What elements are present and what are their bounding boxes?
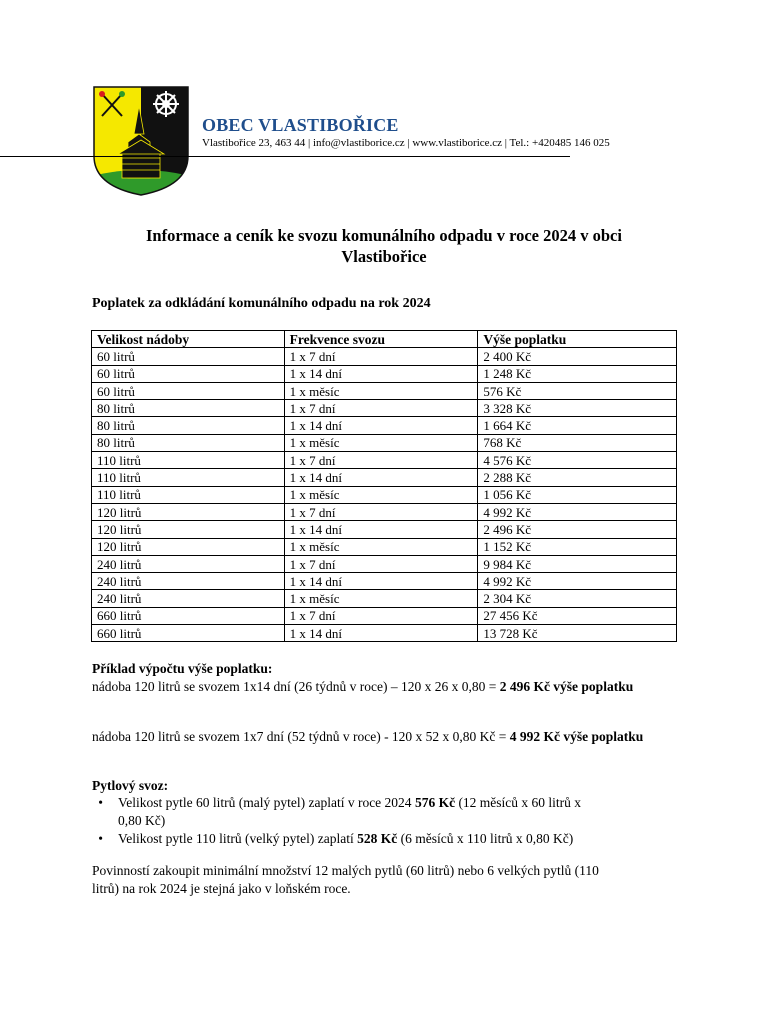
cell-container-size: 80 litrů — [92, 417, 285, 434]
cell-container-size: 660 litrů — [92, 607, 285, 624]
col-header-fee: Výše poplatku — [478, 331, 677, 348]
table-row — [92, 486, 677, 503]
contact-line: Vlastibořice 23, 463 44 | info@vlastiborice.cz | www.vlastiborice.cz | Tel.: +420485 146 025 — [202, 137, 610, 149]
cell-fee: 4 576 Kč — [478, 452, 677, 469]
cell-fee: 4 992 Kč — [478, 573, 677, 590]
cell-fee: 3 328 Kč — [478, 400, 677, 417]
table-row — [92, 382, 677, 399]
cell-container-size: 120 litrů — [92, 521, 285, 538]
cell-container-size: 240 litrů — [92, 555, 285, 572]
table-row — [92, 365, 677, 382]
cell-fee: 2 288 Kč — [478, 469, 677, 486]
cell-frequency: 1 x 14 dní — [284, 417, 478, 434]
table-row — [92, 590, 677, 607]
document-title-line1: Informace a ceník ke svozu komunálního odpadu v roce 2024 v obci — [146, 226, 622, 245]
cell-fee: 2 496 Kč — [478, 521, 677, 538]
cell-frequency: 1 x měsíc — [284, 382, 478, 399]
cell-frequency: 1 x měsíc — [284, 486, 478, 503]
example-2-text: nádoba 120 litrů se svozem 1x7 dní (52 týdnů v roce) - 120 x 52 x 0,80 Kč = — [92, 729, 510, 744]
cell-container-size: 60 litrů — [92, 382, 285, 399]
cell-frequency: 1 x 7 dní — [284, 607, 478, 624]
cell-frequency: 1 x měsíc — [284, 590, 478, 607]
cell-fee: 768 Kč — [478, 434, 677, 451]
col-header-frequency: Frekvence svozu — [284, 331, 478, 348]
cell-frequency: 1 x měsíc — [284, 434, 478, 451]
col-header-container-size: Velikost nádoby — [92, 331, 285, 348]
cell-fee: 1 664 Kč — [478, 417, 677, 434]
bags-heading: Pytlový svoz: — [92, 778, 169, 793]
table-row — [92, 538, 677, 555]
cell-frequency: 1 x 7 dní — [284, 452, 478, 469]
list-item-continuation: 0,80 Kč) — [118, 813, 166, 828]
cell-frequency: 1 x 7 dní — [284, 503, 478, 520]
table-row — [92, 400, 677, 417]
footer-note-line1: Povinností zakoupit minimální množství 12 malých pytlů (60 litrů) nebo 6 velkých pytlů (110 — [92, 863, 599, 878]
table-row — [92, 521, 677, 538]
footer-note — [92, 862, 678, 898]
bullet-icon: • — [98, 831, 103, 846]
cell-container-size: 110 litrů — [92, 486, 285, 503]
table-row — [92, 607, 677, 624]
cell-fee: 2 400 Kč — [478, 348, 677, 365]
cell-container-size: 60 litrů — [92, 348, 285, 365]
cell-frequency: 1 x 14 dní — [284, 365, 478, 382]
cell-fee: 2 304 Kč — [478, 590, 677, 607]
cell-frequency: 1 x 14 dní — [284, 469, 478, 486]
cell-fee: 576 Kč — [478, 382, 677, 399]
cell-container-size: 80 litrů — [92, 400, 285, 417]
table-row — [92, 434, 677, 451]
footer-note-line2: litrů) na rok 2024 je stejná jako v loňském roce. — [92, 881, 351, 896]
table-row — [92, 469, 677, 486]
list-item: • Velikost pytle 60 litrů (malý pytel) zaplatí v roce 2024 576 Kč (12 měsíců x 60 litrů x 0,80 Kč) — [92, 794, 678, 830]
cell-container-size: 60 litrů — [92, 365, 285, 382]
cell-fee: 1 248 Kč — [478, 365, 677, 382]
cell-frequency: 1 x 7 dní — [284, 348, 478, 365]
cell-fee: 1 056 Kč — [478, 486, 677, 503]
cell-container-size: 240 litrů — [92, 590, 285, 607]
cell-frequency: 1 x měsíc — [284, 538, 478, 555]
table-row — [92, 417, 677, 434]
fees-table — [91, 330, 677, 642]
cell-container-size: 660 litrů — [92, 625, 285, 642]
cell-container-size: 110 litrů — [92, 469, 285, 486]
cell-frequency: 1 x 7 dní — [284, 555, 478, 572]
example-1 — [92, 678, 678, 696]
table-row — [92, 452, 677, 469]
header-divider — [0, 156, 570, 157]
example-1-text: nádoba 120 litrů se svozem 1x14 dní (26 týdnů v roce) – 120 x 26 x 0,80 = — [92, 679, 500, 694]
table-row — [92, 503, 677, 520]
cell-fee: 1 152 Kč — [478, 538, 677, 555]
bullet-icon: • — [98, 795, 103, 810]
cell-frequency: 1 x 14 dní — [284, 625, 478, 642]
cell-container-size: 120 litrů — [92, 538, 285, 555]
cell-frequency: 1 x 7 dní — [284, 400, 478, 417]
table-row — [92, 555, 677, 572]
cell-container-size: 80 litrů — [92, 434, 285, 451]
table-row — [92, 625, 677, 642]
cell-frequency: 1 x 14 dní — [284, 573, 478, 590]
cell-container-size: 120 litrů — [92, 503, 285, 520]
cell-container-size: 240 litrů — [92, 573, 285, 590]
cell-fee: 4 992 Kč — [478, 503, 677, 520]
cell-fee: 27 456 Kč — [478, 607, 677, 624]
organization-name: OBEC VLASTIBOŘICE — [202, 115, 399, 135]
cell-container-size: 110 litrů — [92, 452, 285, 469]
document-title — [96, 225, 672, 267]
example-1-result: 2 496 Kč výše poplatku — [499, 679, 634, 694]
example-2 — [92, 728, 678, 746]
table-row — [92, 348, 677, 365]
table-header-row — [92, 331, 677, 348]
cell-fee: 13 728 Kč — [478, 625, 677, 642]
example-heading: Příklad výpočtu výše poplatku: — [92, 661, 273, 676]
example-2-result: 4 992 Kč výše poplatku — [509, 729, 644, 744]
list-item: • Velikost pytle 110 litrů (velký pytel) zaplatí 528 Kč (6 měsíců x 110 litrů x 0,80 Kč) — [98, 831, 574, 846]
table-row — [92, 573, 677, 590]
bags-list — [92, 794, 678, 848]
cell-fee: 9 984 Kč — [478, 555, 677, 572]
cell-frequency: 1 x 14 dní — [284, 521, 478, 538]
document-title-line2: Vlastibořice — [341, 247, 427, 266]
coat-of-arms-emblem — [92, 86, 190, 196]
fees-section-title: Poplatek za odkládání komunálního odpadu na rok 2024 — [92, 296, 431, 311]
